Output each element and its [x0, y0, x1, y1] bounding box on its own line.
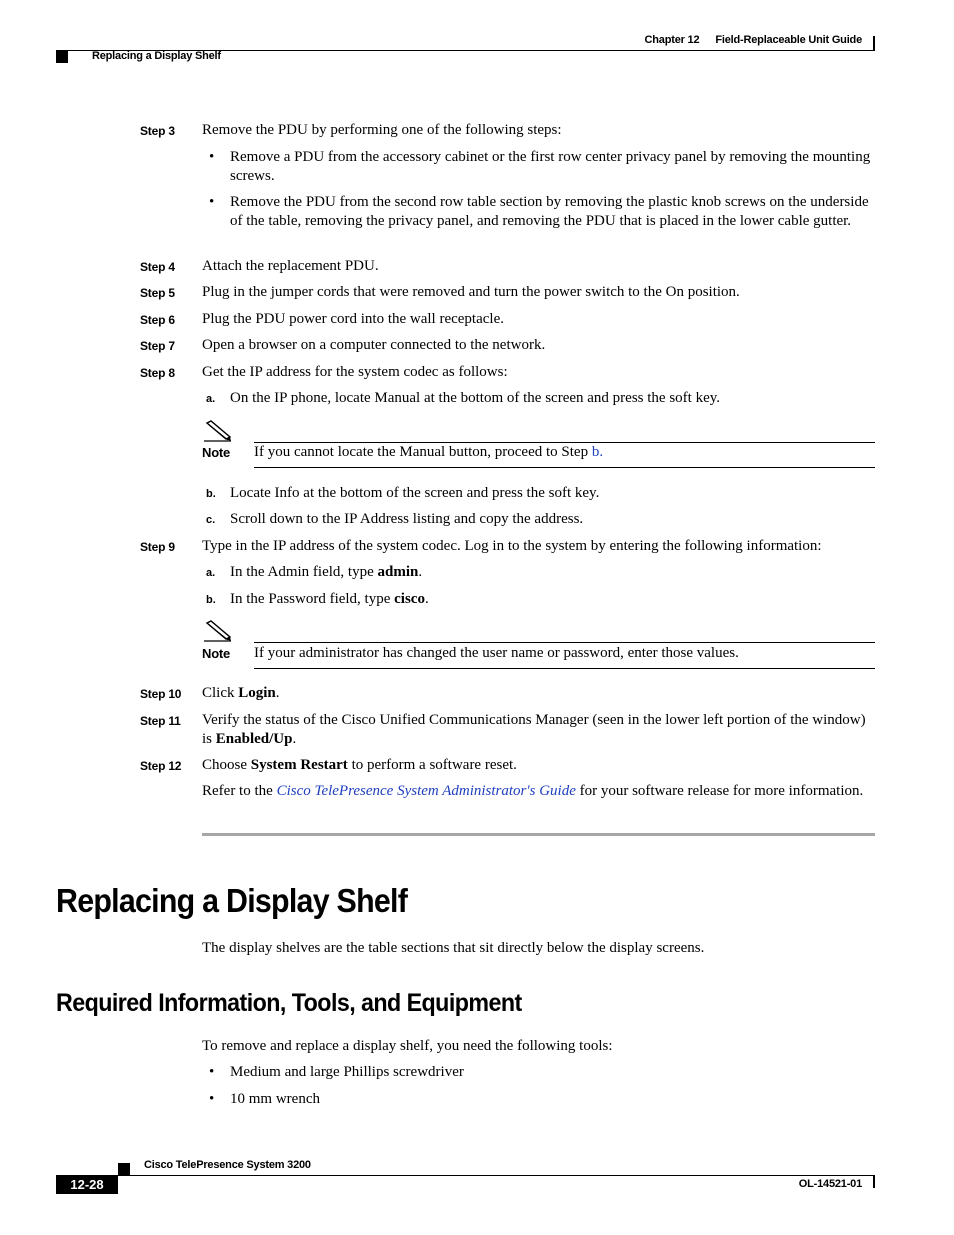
step-8a-text: On the IP phone, locate Manual at the bottom of the screen and press the soft key. — [230, 390, 720, 406]
footer-tick — [873, 1175, 875, 1188]
step-9a-label: a. — [206, 567, 216, 579]
header-chapter-number: Chapter 12 — [644, 34, 700, 46]
step-9b-label: b. — [206, 594, 216, 606]
step-8b-text: Locate Info at the bottom of the screen and press the soft key. — [230, 485, 600, 501]
step-10-text — [202, 684, 876, 703]
note-bottom-rule — [254, 668, 875, 669]
step-5-text: Plug in the jumper cords that were removed and turn the power switch to the On position. — [202, 284, 740, 300]
step-9a-value: admin — [377, 564, 419, 580]
note-2-label: Note — [202, 646, 231, 661]
bullet: • — [209, 1064, 215, 1080]
step-8a-label: a. — [206, 393, 216, 405]
footer-doc-number: OL-14521-01 — [798, 1178, 862, 1190]
step-9b-pre: In the Password field, type — [230, 591, 395, 607]
note-1-label: Note — [202, 445, 231, 460]
step-7-label: Step 7 — [140, 339, 175, 353]
step-9a-post: . — [418, 564, 423, 580]
step-11-post: . — [292, 731, 297, 747]
step-7-text: Open a browser on a computer connected to the network. — [202, 337, 546, 353]
step-4-label: Step 4 — [140, 260, 175, 274]
step-10-label: Step 10 — [140, 687, 182, 701]
step-9-label: Step 9 — [140, 540, 175, 554]
section-title: Replacing a Display Shelf — [56, 882, 408, 919]
step-6-text: Plug the PDU power cord into the wall receptacle. — [202, 311, 504, 327]
header-tick — [873, 36, 875, 50]
footer-square — [118, 1163, 130, 1175]
step-12-value: System Restart — [250, 757, 348, 773]
step-12-pre: Choose — [202, 757, 251, 773]
bullet: • — [209, 194, 215, 210]
bullet: • — [209, 1091, 215, 1107]
note-top-rule — [254, 642, 875, 643]
step-11-text — [202, 711, 876, 749]
step-9b-post: . — [424, 591, 429, 607]
footer-doc-title: Cisco TelePresence System 3200 — [144, 1159, 311, 1171]
step-3-label: Step 3 — [140, 124, 175, 138]
page-number: 12-28 — [56, 1175, 118, 1194]
header-chapter — [645, 34, 862, 46]
step-8c-label: c. — [206, 514, 216, 526]
header-section-title: Replacing a Display Shelf — [92, 50, 221, 62]
subsection-title: Required Information, Tools, and Equipment — [56, 989, 522, 1017]
footer-rule — [56, 1175, 875, 1176]
note-1-text — [254, 443, 875, 462]
step-9b-value: cisco — [394, 591, 425, 607]
reference-post: for your software release for more information. — [575, 783, 864, 799]
bullet: • — [209, 149, 215, 165]
tool-item: Medium and large Phillips screwdriver — [230, 1064, 464, 1080]
header-guide-title: Field-Replaceable Unit Guide — [715, 34, 862, 46]
step-6-label: Step 6 — [140, 313, 175, 327]
step-12-text — [202, 756, 876, 775]
pencil-icon — [202, 420, 232, 442]
step-3-bullet-1: Remove a PDU from the accessory cabinet or the first row center privacy panel by removing the mounting screws. — [230, 149, 871, 184]
step-b-link[interactable]: b. — [591, 444, 604, 460]
step-11-value: Enabled/Up — [215, 731, 293, 747]
step-3-text: Remove the PDU by performing one of the following steps: — [202, 122, 562, 138]
admin-guide-link[interactable]: Cisco TelePresence System Administrator's Guide — [276, 783, 576, 799]
step-10-pre: Click — [202, 685, 239, 701]
step-8-text: Get the IP address for the system codec as follows: — [202, 364, 508, 380]
note-1-body: If you cannot locate the Manual button, proceed to Step — [254, 444, 592, 460]
step-9a-text — [230, 563, 876, 582]
section-intro: The display shelves are the table sections that sit directly below the display screens. — [202, 940, 705, 956]
step-8b-label: b. — [206, 488, 216, 500]
header-square — [56, 51, 68, 63]
step-12-label: Step 12 — [140, 759, 182, 773]
subsection-intro: To remove and replace a display shelf, you need the following tools: — [202, 1038, 613, 1054]
procedure-end-rule — [202, 833, 875, 836]
step-9b-text — [230, 590, 876, 609]
step-3-bullet-2: Remove the PDU from the second row table section by removing the plastic knob screws on the underside of the table, removing the privacy panel, and removing the PDU that is placed in the lower cable gutter. — [230, 194, 869, 229]
step-11-label: Step 11 — [140, 714, 181, 728]
step-9-text: Type in the IP address of the system codec. Log in to the system by entering the following information: — [202, 538, 822, 554]
reference-pre: Refer to the — [202, 783, 277, 799]
step-10-post: . — [275, 685, 280, 701]
step-11-pre: Verify the status of the Cisco Unified Communications Manager (seen in the lower left portion of the window) is — [202, 712, 866, 747]
step-8-label: Step 8 — [140, 366, 175, 380]
step-12-reference — [202, 782, 876, 801]
step-12-post: to perform a software reset. — [347, 757, 517, 773]
step-8c-text: Scroll down to the IP Address listing and copy the address. — [230, 511, 584, 527]
pencil-icon — [202, 620, 232, 642]
step-10-value: Login — [238, 685, 276, 701]
note-bottom-rule — [254, 467, 875, 468]
note-2-text: If your administrator has changed the user name or password, enter those values. — [254, 645, 739, 661]
step-4-text: Attach the replacement PDU. — [202, 258, 379, 274]
tool-item: 10 mm wrench — [230, 1091, 320, 1107]
step-5-label: Step 5 — [140, 286, 175, 300]
step-9a-pre: In the Admin field, type — [230, 564, 378, 580]
